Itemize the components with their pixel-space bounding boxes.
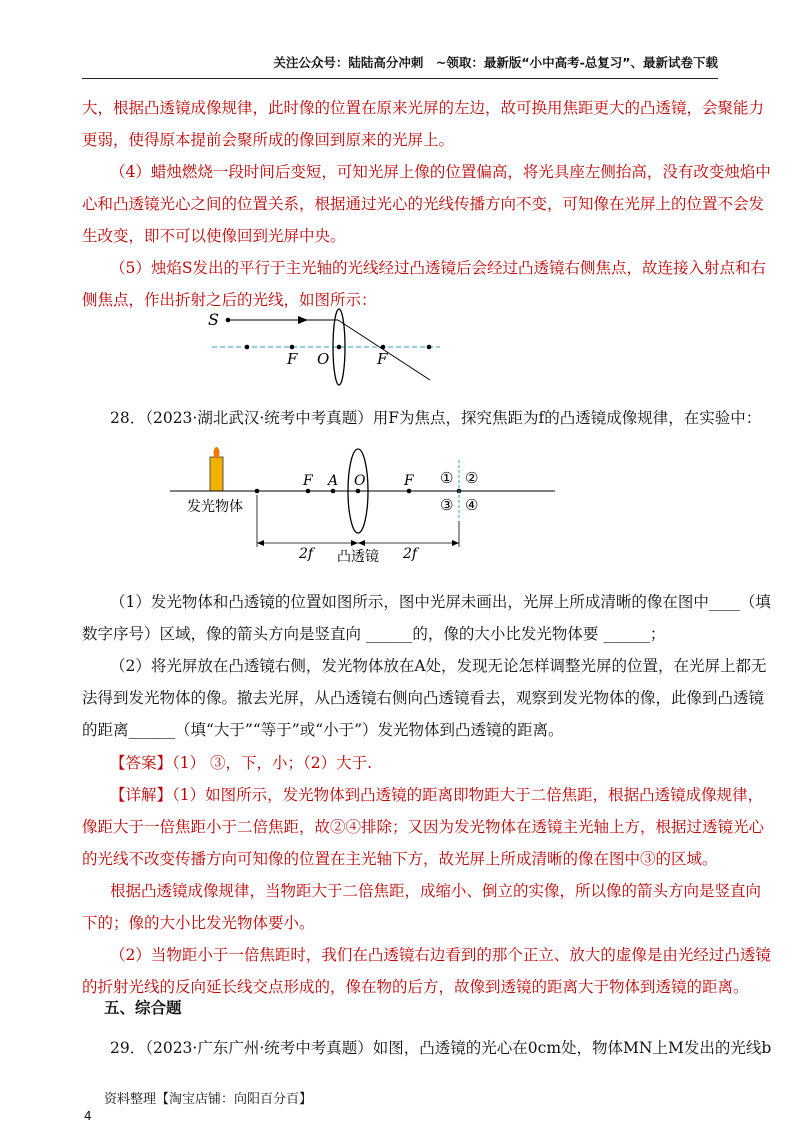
- label-2f-right: 2f: [403, 546, 418, 562]
- text-line: （2）将光屏放在凸透镜右侧，发光物体放在A处，发现无论怎样调整光屏的位置，在光屏上都无: [110, 657, 767, 675]
- text-line: 【详解】（1）如图所示，发光物体到凸透镜的距离即物距大于二倍焦距，根据凸透镜成像规律，: [110, 786, 764, 804]
- label-f-right: F: [404, 473, 414, 489]
- figure-lens-setup: [165, 445, 565, 575]
- text-line: 的光线不改变传播方向可知像的位置在主光轴下方，故光屏上所成清晰的像在图中③的区域。: [82, 850, 718, 868]
- region-2: ②: [465, 469, 479, 487]
- label-object: 发光物体: [187, 499, 243, 515]
- text-line: 像距大于一倍焦距小于二倍焦距，故②④排除；又因为发光物体在透镜主光轴上方，根据过透镜光心: [82, 818, 765, 836]
- label-f-left: F: [287, 350, 298, 368]
- label-s: S: [208, 310, 219, 329]
- text-line: 28．（2023·湖北武汉·统考中考真题）用F为焦点，探究焦距为f的凸透镜成像规律，在实验中：: [110, 409, 762, 427]
- text-line: 侧焦点，作出折射之后的光线，如图所示：: [82, 291, 377, 309]
- text-line: （1）发光物体和凸透镜的位置如图所示，图中光屏未画出，光屏上所成清晰的像在图中____（填: [110, 593, 771, 611]
- text-line: 更弱，使得原本提前会聚所成的像回到原来的光屏上。: [82, 131, 455, 149]
- label-2f-left: 2f: [299, 546, 314, 562]
- text-line: 大，根据凸透镜成像规律，此时像的位置在原来光屏的左边，故可换用焦距更大的凸透镜，会聚能力: [82, 99, 765, 117]
- section-title: 五、综合题: [104, 998, 182, 1017]
- label-o: O: [317, 350, 330, 368]
- text-line: 下的；像的大小比发光物体要小。: [82, 914, 315, 932]
- label-f-left: F: [303, 473, 313, 489]
- page-header: 关注公众号：陆陆高分冲刺 ~领取：最新版“小中高考-总复习”、最新试卷下载: [82, 53, 718, 79]
- page-footer: 资料整理【淘宝店铺：向阳百分百】: [104, 1092, 313, 1107]
- text-line: 的折射光线的反向延长线交点形成的，像在物的后方，故像到透镜的距离大于物体到透镜的距离。: [82, 978, 749, 996]
- region-1: ①: [440, 469, 454, 487]
- region-3: ③: [440, 496, 454, 514]
- text-line: 根据凸透镜成像规律，当物距大于二倍焦距，成缩小、倒立的实像，所以像的箭头方向是竖直向: [110, 882, 762, 900]
- text-line: （4）蜡烛燃烧一段时间后变短，可知光屏上像的位置偏高，将光具座左侧抬高，没有改变烛焰中: [110, 163, 771, 181]
- text-line: 29．（2023·广东广州·统考中考真题）如图，凸透镜的光心在0cm处，物体MN上M发出的光线b: [110, 1039, 772, 1057]
- page-number: 4: [84, 1109, 92, 1123]
- text-line: 数字序号）区域，像的箭头方向是竖直向 ______的，像的大小比发光物体要 ______；: [82, 625, 666, 643]
- text-line: 法得到发光物体的像。撤去光屏，从凸透镜右侧向凸透镜看去，观察到发光物体的像，此像到凸透镜: [82, 689, 765, 707]
- label-o: O: [354, 473, 366, 489]
- text-line: 【答案】（1） ③，下，小；（2）大于.: [110, 754, 373, 772]
- text-line: （5）烛焰S发出的平行于主光轴的光线经过凸透镜后会经过凸透镜右侧焦点，故连接入射点和右: [110, 259, 766, 277]
- label-lens: 凸透镜: [337, 549, 379, 565]
- text-line: （2）当物距小于一倍焦距时，我们在凸透镜右边看到的那个正立、放大的虚像是由光经过凸透镜: [110, 946, 771, 964]
- region-4: ④: [465, 496, 479, 514]
- figure-ray-diagram: [200, 300, 460, 390]
- text-line: 生改变，即不可以使像回到光屏中央。: [82, 227, 346, 245]
- text-line: 心和凸透镜光心之间的位置关系，根据通过光心的光线传播方向不变，可知像在光屏上的位置不会发: [82, 195, 765, 213]
- label-f-right: F: [377, 350, 388, 368]
- text-line: 的距离______（填“大于”“等于”或“小于”）发光物体到凸透镜的距离。: [82, 721, 564, 739]
- label-a: A: [328, 473, 339, 489]
